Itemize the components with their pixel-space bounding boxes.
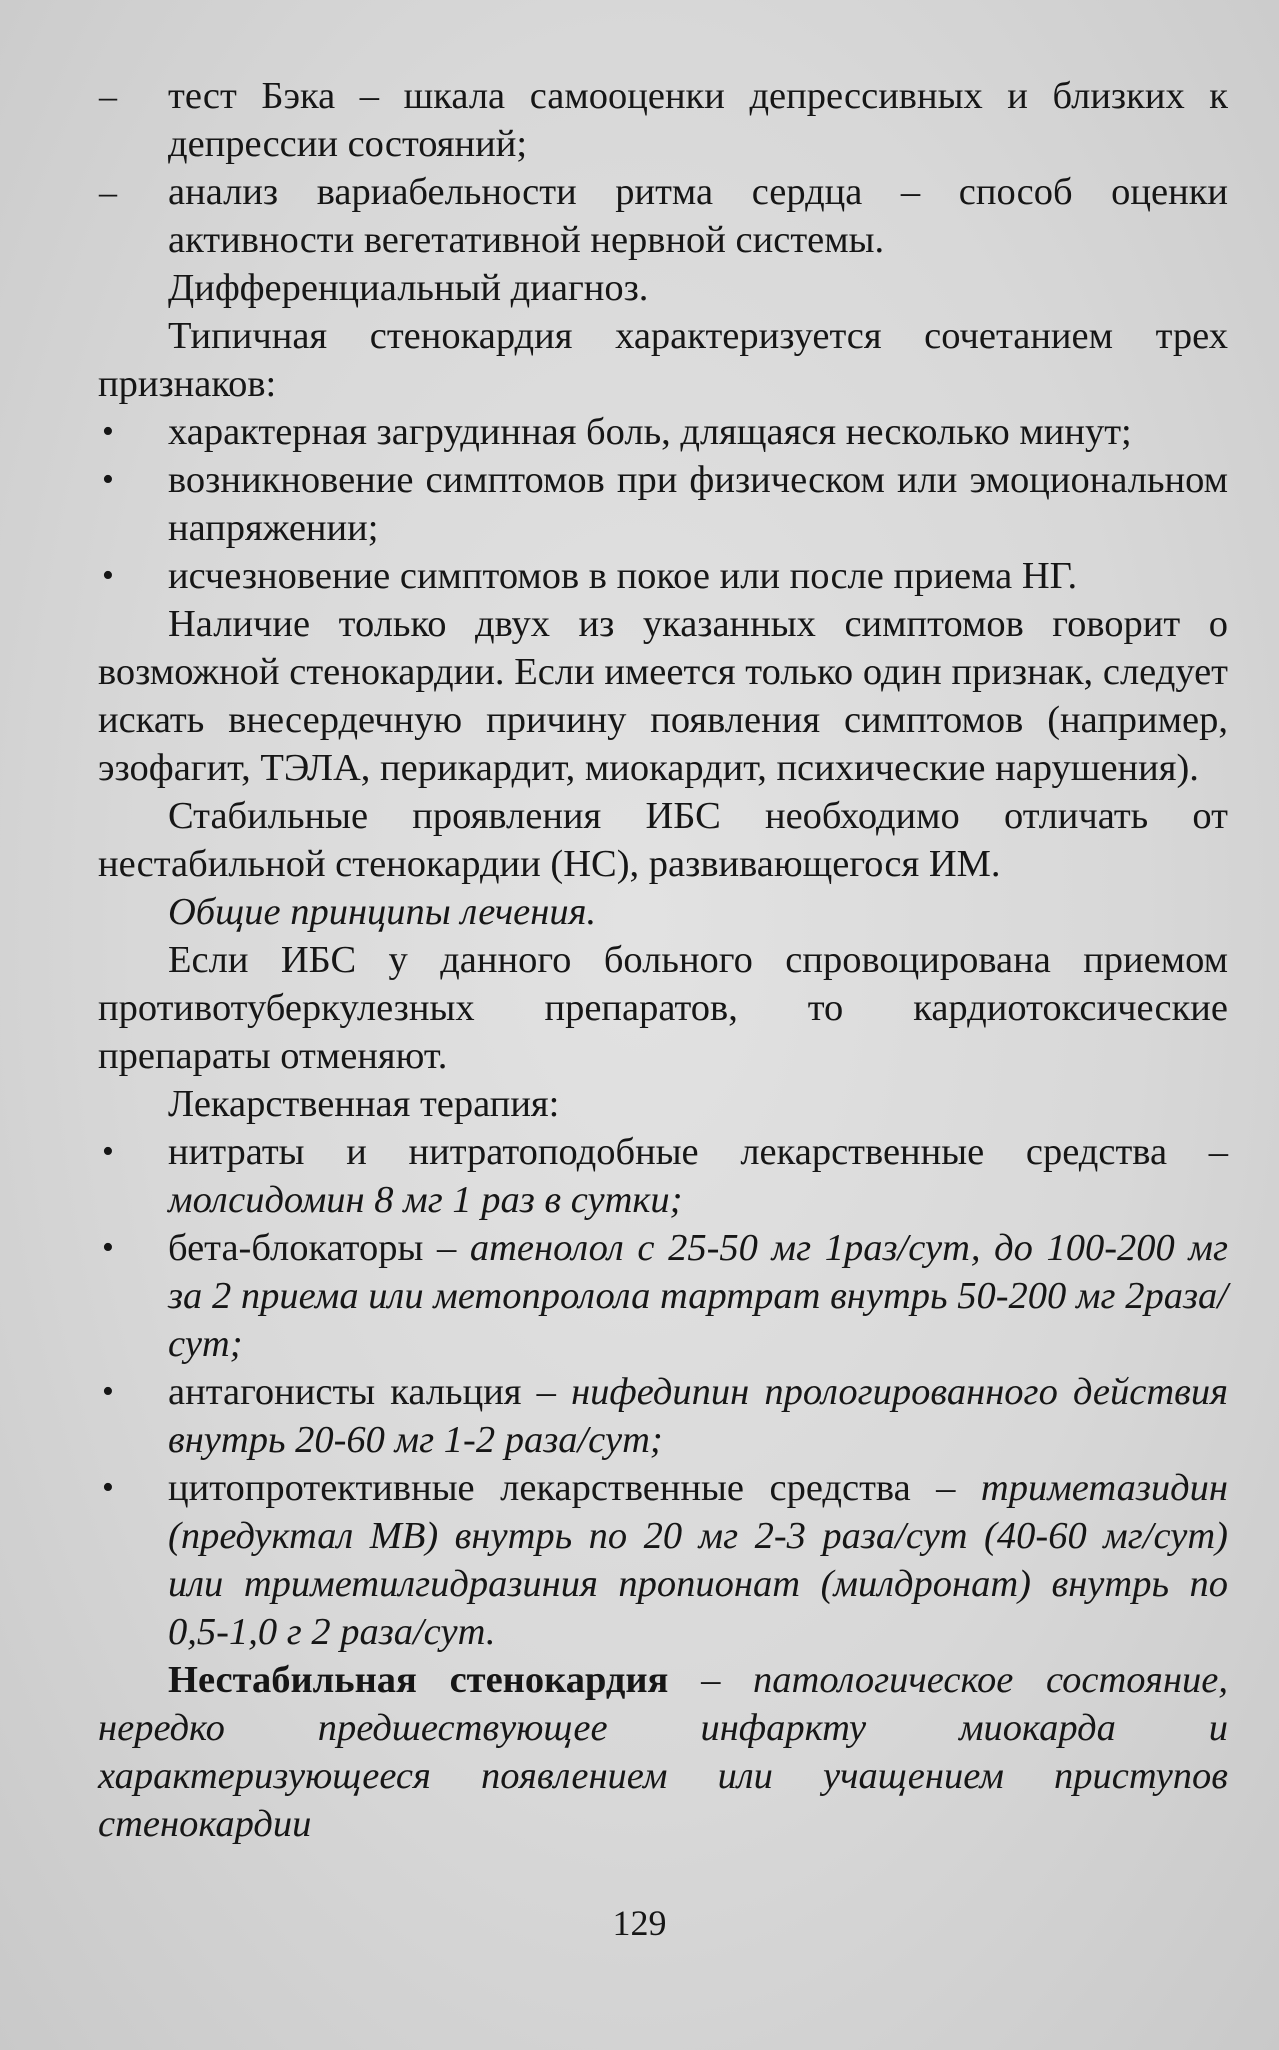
dash-list-item (98, 72, 1228, 168)
unstable-angina-definition: патологическое состояние, нередко предшествующее инфаркту миокарда и характеризующееся появлением или учащением приступов стенокардии (98, 1659, 1229, 1845)
drug-separator: – (1167, 1131, 1228, 1173)
drug-name: антагонисты кальция (168, 1371, 522, 1413)
bullet-item-text: исчезновение симптомов в покое или после приема НГ. (168, 555, 1078, 597)
drug-list-item (98, 1224, 1228, 1368)
drug-dose: молсидомин 8 мг 1 раз в сутки; (168, 1179, 683, 1221)
bullet-marker: • (102, 413, 114, 450)
bullet-marker: • (102, 461, 114, 498)
angina-intro: Типичная стенокардия характеризуется сочетанием трех признаков: (98, 315, 1228, 405)
dash-list-item (98, 168, 1228, 264)
dash-item-text: тест Бэка – шкала самооценки депрессивных и близких к депрессии состояний; (168, 75, 1228, 165)
unstable-angina-separator: – (668, 1659, 754, 1701)
drug-separator: – (910, 1467, 981, 1509)
dash-marker: – (99, 172, 117, 212)
drug-separator: – (521, 1371, 572, 1413)
stable-paragraph: Стабильные проявления ИБС необходимо отличать от нестабильной стенокардии (НС), развивающегося ИМ. (98, 795, 1228, 885)
drug-list-item (98, 1128, 1228, 1224)
bullet-list-item (98, 408, 1228, 456)
drug-list-item (98, 1464, 1228, 1656)
dash-marker: – (99, 76, 117, 116)
treatment-heading (98, 888, 1228, 936)
drug-therapy-heading: Лекарственная терапия: (168, 1083, 560, 1125)
two-signs-paragraph: Наличие только двух из указанных симптомов говорит о возможной стенокардии. Если имеется только один признак, следует искать внесердечную причину появления симптомов (например, эзофагит, ТЭЛА, перикардит, миокардит, психические нарушения). (98, 603, 1228, 789)
drug-name: цитопротективные лекарственные средства (168, 1467, 911, 1509)
unstable-angina-paragraph (98, 1656, 1228, 1848)
dash-item-text: анализ вариабельности ритма сердца – способ оценки активности вегетативной нервной системы. (168, 171, 1228, 261)
differential-heading: Дифференциальный диагноз. (168, 267, 649, 309)
drug-name: нитраты и нитратоподобные лекарственные средства (168, 1131, 1168, 1173)
drug-dose: триметазидин (предуктал МВ) внутрь по 20 мг 2-3 раза/сут (40-60 мг/сут) или триметилгидразиния пропионат (милдронат) внутрь по 0,5-1,0 г 2 раза/сут. (168, 1467, 1228, 1653)
bullet-marker: • (102, 557, 114, 594)
bullet-item-text: возникновение симптомов при физическом или эмоциональном напряжении; (168, 459, 1228, 549)
unstable-angina-term: Нестабильная стенокардия (168, 1659, 669, 1701)
provoked-paragraph: Если ИБС у данного больного спровоцирована приемом противотуберкулезных препаратов, то кардиотоксические препараты отменяют. (98, 939, 1228, 1077)
drug-dose: нифедипин прологированного действия внутрь 20-60 мг 1-2 раза/сут; (168, 1371, 1228, 1461)
drug-separator: – (423, 1227, 470, 1269)
bullet-marker: • (102, 1469, 114, 1506)
drug-name: бета-блокаторы (168, 1227, 424, 1269)
bullet-list-item (98, 552, 1228, 600)
bullet-marker: • (102, 1133, 114, 1170)
page-number: 129 (612, 1903, 667, 1943)
page-text (98, 72, 1228, 1848)
bullet-marker: • (102, 1373, 114, 1410)
bullet-item-text: характерная загрудинная боль, длящаяся несколько минут; (168, 411, 1132, 453)
drug-dose: атенолол с 25-50 мг 1раз/сут, до 100-200 мг за 2 приема или метопролола тартрат внутрь 50-200 мг 2раза/сут; (168, 1227, 1228, 1365)
treatment-heading-text: Общие принципы лечения. (168, 891, 597, 933)
drug-list-item (98, 1368, 1228, 1464)
bullet-marker: • (102, 1229, 114, 1266)
bullet-list-item (98, 456, 1228, 552)
